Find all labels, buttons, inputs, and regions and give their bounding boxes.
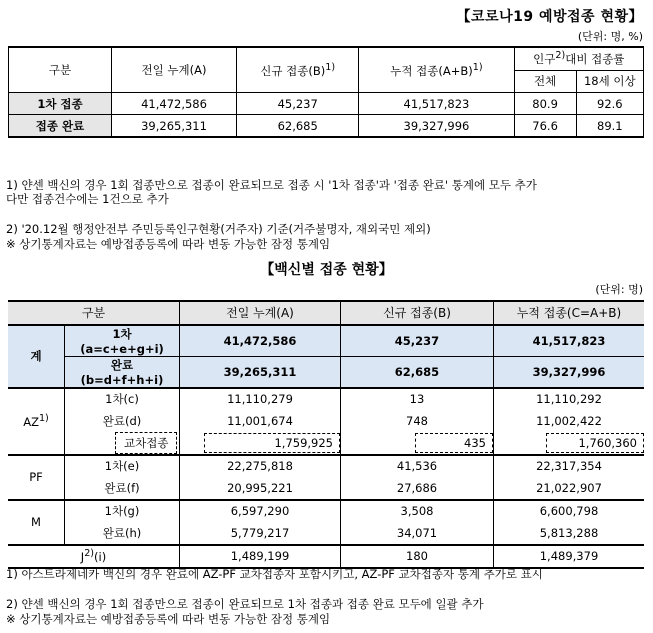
cell-new: 13 [341, 388, 494, 411]
sub-label: 1차(e) [65, 455, 180, 478]
cross-new: 435 [415, 433, 493, 453]
sub-label: 1차(g) [65, 500, 180, 523]
cell-prev: 41,472,586 [180, 325, 341, 357]
header-category: 구분 [9, 47, 112, 93]
cell-rate-all: 76.6 [514, 115, 576, 138]
cell-prev: 39,265,311 [111, 115, 236, 138]
cell-new: 27,686 [341, 477, 494, 500]
cell-prev: 11,001,674 [180, 410, 341, 432]
note-1: 1) 얀센 백신의 경우 1회 접종만으로 접종이 완료되므로 접종 시 '1차 접종'과 '접종 완료' 통계에 모두 추가 다만 접종건수에는 1건으로 추가 [6, 178, 537, 206]
sub-label: 완료(d) [65, 410, 180, 432]
header-prev-total: 전일 누계(A) [180, 301, 341, 325]
footnote-3: ※ 상기통계자료는 예방접종등록에 따라 변동 가능한 잠정 통계임 [6, 612, 331, 626]
cell-cum: 41,517,823 [494, 325, 645, 357]
sub-label: 1차(c) [65, 388, 180, 411]
title-vaccine-status: 【백신별 접종 현황】 [260, 262, 393, 278]
cell-cum: 1,489,379 [494, 545, 645, 569]
header-prev-total: 전일 누계(A) [111, 47, 236, 93]
sub-label: 완료(h) [65, 522, 180, 545]
cell-new: 3,508 [341, 500, 494, 523]
cross-new-cell [341, 432, 494, 455]
footnote-1: 1) 아스트라제네카 백신의 경우 완료에 AZ-PF 교차접종자 포함시키고, AZ-PF 교차접종자 통계 추가로 표시 [6, 567, 543, 581]
cell-cum: 39,327,996 [359, 115, 514, 138]
cell-rate-adult: 89.1 [576, 115, 643, 138]
note-2: 2) '20.12월 행정안전부 주민등록인구현황(거주자) 기준(거주불명자, 재외국민 제외) [6, 222, 431, 236]
cell-prev: 11,110,279 [180, 388, 341, 411]
table-row [9, 115, 644, 138]
group-az: AZ$^{1)}$ [8, 388, 65, 455]
cross-label-cell [65, 432, 180, 455]
cell-cum: 6,600,798 [494, 500, 645, 523]
cell-prev: 6,597,290 [180, 500, 341, 523]
group-j: $J^{2)}(i)$ [8, 545, 180, 569]
vaccine-breakdown-table [8, 300, 644, 569]
cell-prev: 1,489,199 [180, 545, 341, 569]
cross-prev: 1,759,925 [204, 433, 340, 453]
cell-new: 180 [341, 545, 494, 569]
cell-cum: 39,327,996 [494, 356, 645, 388]
sub-label: 완료(b=d+f+h+i) [65, 356, 180, 388]
header-rate: 인구$^{2)}$대비 접종률 [514, 47, 643, 70]
row-label: 접종 완료 [9, 115, 112, 138]
cell-prev: 20,995,221 [180, 477, 341, 500]
header-cumulative: 누적 접종(C=A+B) [494, 301, 645, 325]
sub-label: 1차(a=c+e+g+i) [65, 325, 180, 357]
table-row [9, 93, 644, 115]
cell-cum: 11,110,292 [494, 388, 645, 411]
unit-label-2: (단위: 명) [595, 283, 643, 296]
cell-prev: 5,779,217 [180, 522, 341, 545]
vaccination-summary-table [8, 46, 644, 138]
cell-cum: 41,517,823 [359, 93, 514, 115]
cross-label: 교차접종 [115, 432, 177, 454]
cell-cum: 21,022,907 [494, 477, 645, 500]
cell-prev: 22,275,818 [180, 455, 341, 478]
cell-cum: 22,317,354 [494, 455, 645, 478]
header-rate-all: 전체 [514, 70, 576, 93]
note-3: ※ 상기통계자료는 예방접종등록에 따라 변동 가능한 잠정 통계임 [6, 237, 331, 251]
cell-cum: 5,813,288 [494, 522, 645, 545]
unit-label-1: (단위: 명, %) [577, 30, 643, 43]
cell-rate-adult: 92.6 [576, 93, 643, 115]
cell-cum: 11,002,422 [494, 410, 645, 432]
header-new: 신규 접종$(B)^{1)}$ [237, 47, 359, 93]
cell-new: 45,237 [341, 325, 494, 357]
header-cumulative: 누적 접종$(A+B)^{1)}$ [359, 47, 514, 93]
group-pf: PF [8, 455, 65, 500]
title-corona-vaccination: 【코로나19 예방접종 현황】 [456, 9, 643, 25]
group-total: 계 [8, 325, 65, 388]
cell-prev: 41,472,586 [111, 93, 236, 115]
cell-new: 34,071 [341, 522, 494, 545]
cell-new: 62,685 [237, 115, 359, 138]
row-label: 1차 접종 [9, 93, 112, 115]
cell-new: 748 [341, 410, 494, 432]
cell-new: 45,237 [237, 93, 359, 115]
footnote-2: 2) 얀센 백신의 경우 1회 접종만으로 접종이 완료되므로 1차 접종과 접종 완료 모두에 일괄 추가 [6, 597, 484, 611]
cell-new: 62,685 [341, 356, 494, 388]
header-new: 신규 접종(B) [341, 301, 494, 325]
cross-cum-cell [494, 432, 645, 455]
header-category: 구분 [8, 301, 180, 325]
cross-prev-cell [180, 432, 341, 455]
cell-new: 41,536 [341, 455, 494, 478]
cell-prev: 39,265,311 [180, 356, 341, 388]
sub-label: 완료(f) [65, 477, 180, 500]
cell-rate-all: 80.9 [514, 93, 576, 115]
cross-cum: 1,760,360 [546, 433, 644, 453]
header-rate-adult: 18세 이상 [576, 70, 643, 93]
group-m: M [8, 500, 65, 545]
